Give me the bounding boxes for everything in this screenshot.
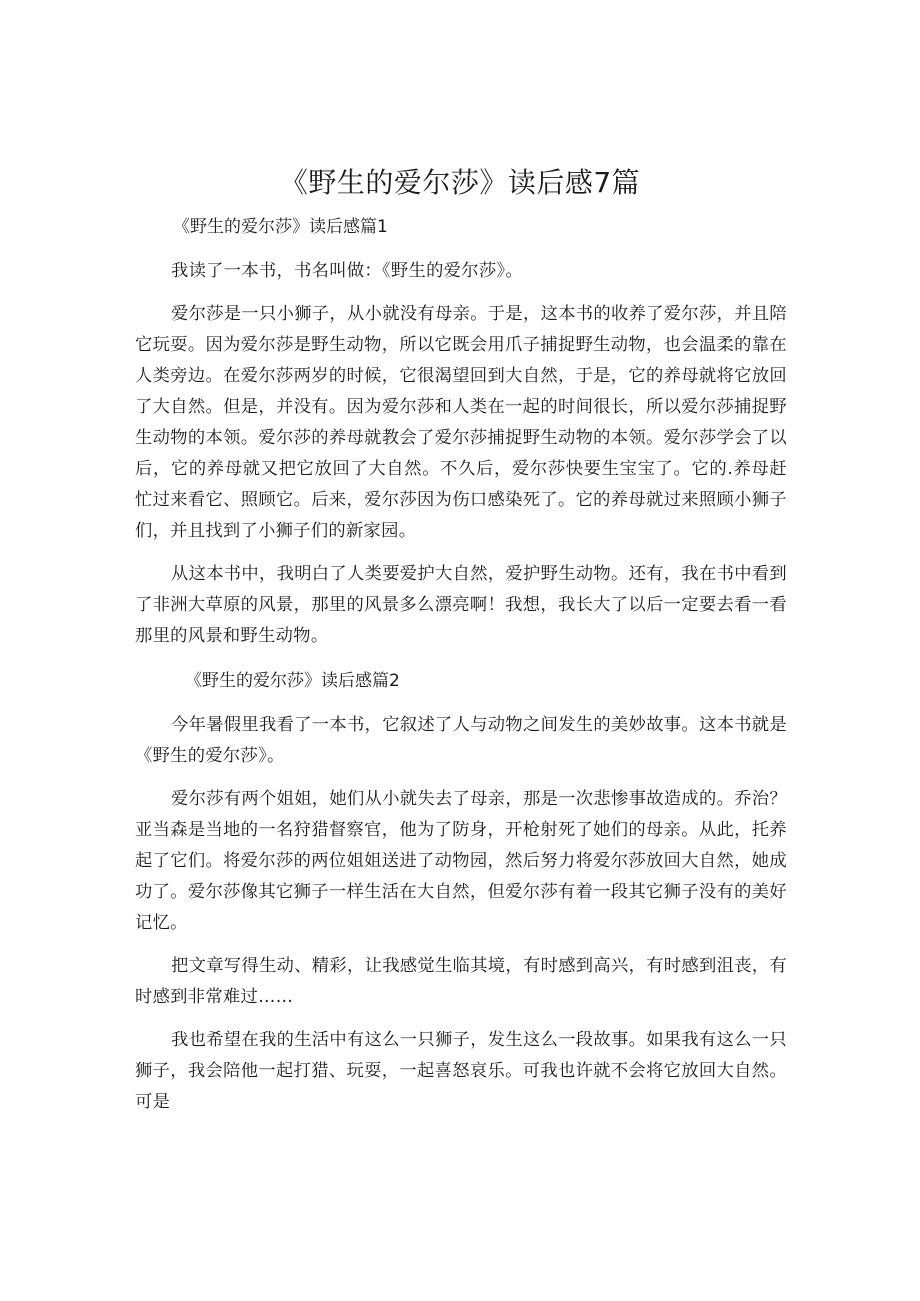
- paragraph: 爱尔莎有两个姐姐，她们从小就失去了母亲，那是一次悲惨事故造成的。乔治？亚当森是当地的一名狩猎督察官，他为了防身，开枪射死了她们的母亲。从此，托养起了它们。将爱尔莎的两位姐姐送进了动物园，然后努力将爱尔莎放回大自然，她成功了。爱尔莎像其它狮子一样生活在大自然，但爱尔莎有着一段其它狮子没有的美好记忆。: [135, 789, 787, 933]
- paragraph: 从这本书中，我明白了人类要爱护大自然，爱护野生动物。还有，我在书中看到了非洲大草原的风景，那里的风景多么漂亮啊！我想，我长大了以后一定要去看一看那里的风景和野生动物。: [135, 564, 787, 646]
- section-2: [135, 664, 787, 1118]
- paragraph: 把文章写得生动、精彩，让我感觉生临其境，有时感到高兴，有时感到沮丧，有时感到非常难过……: [135, 956, 787, 1007]
- paragraph: 今年暑假里我看了一本书，它叙述了人与动物之间发生的美妙故事。这本书就是《野生的爱尔莎》。: [135, 715, 787, 766]
- paragraph: 我也希望在我的生活中有这么一只狮子，发生这么一段故事。如果我有这么一只狮子，我会陪他一起打猎、玩耍，一起喜怒哀乐。可我也许就不会将它放回大自然。可是: [135, 1030, 787, 1112]
- document-title: 《野生的爱尔莎》读后感7篇: [279, 166, 641, 199]
- paragraph: 爱尔莎是一只小狮子，从小就没有母亲。于是，这本书的收养了爱尔莎，并且陪它玩耍。因为爱尔莎是野生动物，所以它既会用爪子捕捉野生动物，也会温柔的靠在人类旁边。在爱尔莎两岁的时候，它很渴望回到大自然，于是，它的养母就将它放回了大自然。但是，并没有。因为爱尔莎和人类在一起的时间很长，所以爱尔莎捕捉野生动物的本领。爱尔莎的养母就教会了爱尔莎捕捉野生动物的本领。爱尔莎学会了以后，它的养母就又把它放回了大自然。不久后，爱尔莎快要生宝宝了。它的.养母赶忙过来看它、照顾它。后来，爱尔莎因为伤口感染死了。它的养母就过来照顾小狮子们，并且找到了小狮子们的新家园。: [135, 304, 787, 541]
- paragraph: 我读了一本书，书名叫做：《野生的爱尔莎》。: [171, 261, 523, 281]
- document-body: [135, 210, 787, 1130]
- section-heading: 《野生的爱尔莎》读后感篇2: [185, 671, 400, 691]
- section-heading: 《野生的爱尔莎》读后感篇1: [173, 217, 388, 237]
- section-1: [135, 210, 787, 652]
